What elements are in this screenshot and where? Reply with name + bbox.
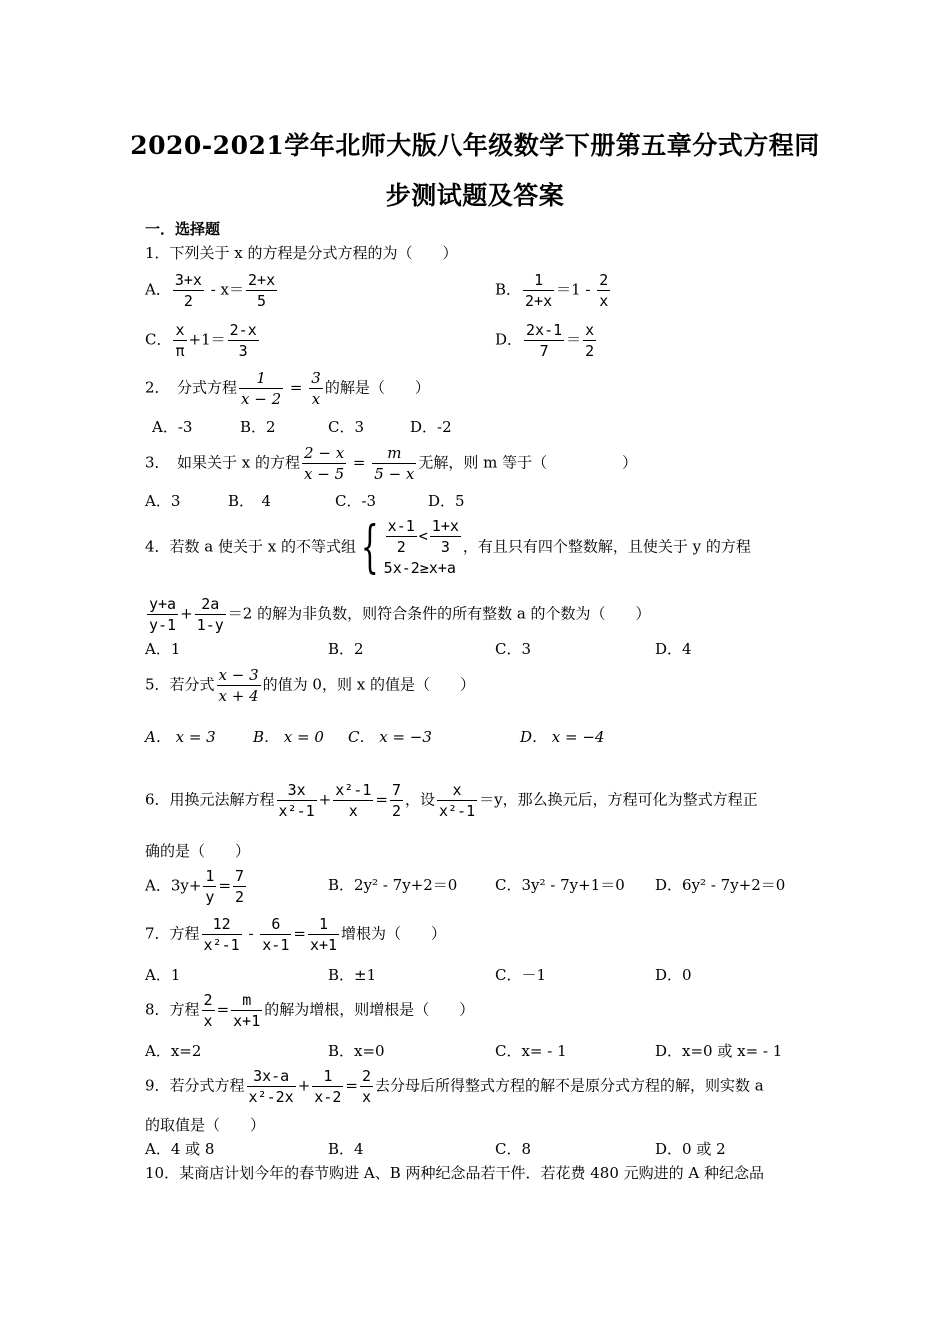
q8-option-d: D．x=0 或 x= - 1: [655, 1042, 783, 1060]
q7-stem: [145, 914, 446, 955]
q1-c-mid: +1＝: [188, 330, 226, 349]
q9-eq: =: [345, 1076, 358, 1095]
q9-pre: 9．若分式方程: [145, 1076, 245, 1095]
q1-c-n2: 2-x: [229, 321, 257, 339]
q4-l2-d2: 1-y: [196, 616, 224, 634]
q3-post: 无解，则 m 等于（ ）: [418, 453, 638, 472]
q6-option-c: C．3y² - 7y+1＝0: [495, 876, 625, 894]
q9-d3: x: [361, 1088, 371, 1106]
q4-r1-d1: 2: [396, 538, 406, 556]
q5-stem: [145, 665, 475, 706]
q1-a-mid: - x＝: [205, 280, 245, 299]
q2-d1: x − 2: [241, 390, 282, 408]
q9-plus: +: [297, 1076, 311, 1095]
q4-line2: [145, 594, 651, 635]
q7-option-c: C．－1: [495, 966, 547, 984]
q5-option-c: C． x = −3: [348, 728, 432, 746]
q6-option-b: B．2y² - 7y+2＝0: [328, 876, 458, 894]
q5-option-b: B． x = 0: [253, 728, 324, 746]
q1-option-a: [145, 270, 279, 311]
q4-option-c: C．3: [495, 640, 532, 658]
q3-pre: 3． 如果关于 x 的方程: [145, 453, 301, 472]
q8-d1: x: [203, 1012, 213, 1030]
q6-option-d: D．6y² - 7y+2＝0: [655, 876, 786, 894]
q6-a-label: A．3y+: [145, 876, 202, 895]
q4-l2-n2: 2a: [195, 594, 226, 615]
q3-option-c: C．-3: [335, 492, 377, 510]
q1-option-d: [495, 320, 598, 361]
q4-option-a: A．1: [145, 640, 181, 658]
left-brace-symbol: {: [360, 514, 379, 580]
q7-d1: x²-1: [203, 936, 240, 954]
q1-b-n2: 2: [599, 271, 609, 289]
q6-d4: x²-1: [439, 802, 476, 820]
q8-pre: 8．方程: [145, 1000, 200, 1019]
q1-a-n2: 2+x: [248, 271, 276, 289]
q6-d1: x²-1: [278, 802, 315, 820]
q2-pre: 2． 分式方程: [145, 378, 238, 397]
q3-n2: m: [372, 443, 416, 464]
q5-option-d: D． x = −4: [520, 728, 605, 746]
q1-d-d2: 2: [585, 342, 595, 360]
q6-n3: 7: [391, 781, 401, 799]
q4-r1-n2: 1+x: [431, 517, 459, 535]
q6-a-n2: 7: [235, 867, 245, 885]
q1-b-d1: 2+x: [525, 292, 553, 310]
q6-post: ＝y，那么换元后，方程可化为整式方程正: [479, 790, 758, 809]
q7-n3: 1: [308, 914, 339, 935]
q1-a-n1: 3+x: [174, 271, 202, 289]
q9-option-d: D．0 或 2: [655, 1140, 726, 1158]
q1-b-mid: ＝1 -: [556, 280, 596, 299]
q5-pre: 5．若分式: [145, 675, 215, 694]
q9-post: 去分母后所得整式方程的解不是原分式方程的解，则实数 a: [374, 1076, 764, 1095]
q8-d2: x+1: [233, 1012, 261, 1030]
q4-l2-plus: +: [180, 604, 193, 623]
q1-a-label: A．: [145, 280, 171, 299]
q2-post: 的解是（ ）: [324, 378, 430, 397]
q4-option-d: D．4: [655, 640, 692, 658]
q7-d3: x+1: [309, 936, 338, 954]
page-title-line2: 步测试题及答案: [385, 181, 565, 210]
q2-stem: [145, 368, 430, 409]
q2-n1: 1: [239, 368, 283, 389]
q7-n1: 12: [202, 914, 242, 935]
q8-post: 的解为增根，则增根是（ ）: [264, 1000, 475, 1019]
q6-stem: [145, 780, 758, 821]
q6-pre: 6．用换元法解方程: [145, 790, 275, 809]
q4-l2-n1: y+a: [149, 595, 177, 613]
q8-stem: [145, 990, 474, 1031]
q6-a-d2: 2: [235, 888, 245, 906]
q8-n1: 2: [203, 991, 213, 1009]
q4-r1-op: <: [418, 527, 428, 545]
q6-a-d: y: [205, 888, 215, 906]
q4-inequality-system: [384, 516, 463, 579]
q1-c-d2: 3: [238, 342, 248, 360]
q1-d-label: D．: [495, 330, 523, 349]
q1-b-label: B．: [495, 280, 522, 299]
q8-option-a: A．x=2: [145, 1042, 202, 1060]
q4-stem: [145, 516, 751, 579]
q6-mid: ，设: [404, 790, 435, 809]
q6-a-n: 1: [205, 867, 215, 885]
q8-option-b: B．x=0: [328, 1042, 385, 1060]
q4-r2: 5x-2≥x+a: [383, 559, 456, 577]
q1-b-n1: 1: [523, 270, 554, 291]
q2-option-c: C．3: [328, 418, 365, 436]
q4-r1-d2: 3: [440, 538, 450, 556]
q1-b-d2: x: [599, 292, 609, 310]
q9-n1: 3x-a: [247, 1066, 296, 1087]
q6-d3: 2: [391, 802, 401, 820]
q3-d2: 5 − x: [374, 465, 415, 483]
q6-n2: x²-1: [335, 781, 372, 799]
q2-n2: 3: [311, 369, 321, 387]
q1-option-b: [495, 270, 612, 311]
q2-option-b: B．2: [240, 418, 276, 436]
q1-d-d1: 7: [539, 342, 549, 360]
q7-option-d: D．0: [655, 966, 692, 984]
q1-a-d1: 2: [183, 292, 193, 310]
q1-d-n1: 2x-1: [526, 321, 563, 339]
q8-n2: m: [231, 990, 262, 1011]
q6-eq: =: [375, 790, 388, 809]
q3-option-b: B． 4: [228, 492, 272, 510]
q2-eq: =: [285, 378, 308, 397]
q9-option-c: C．8: [495, 1140, 532, 1158]
q5-d: x + 4: [218, 687, 259, 705]
q8-option-c: C．x= - 1: [495, 1042, 567, 1060]
q7-option-b: B．±1: [328, 966, 377, 984]
q9-n3: 2: [361, 1067, 371, 1085]
q7-d2: x-1: [262, 936, 290, 954]
q1-d-n2: x: [585, 321, 595, 339]
q9-cont: 的取值是（ ）: [145, 1116, 266, 1134]
q3-option-d: D．5: [428, 492, 465, 510]
q7-option-a: A．1: [145, 966, 181, 984]
q3-stem: [145, 443, 637, 484]
section-heading: 一．选择题: [145, 220, 221, 238]
q2-option-a: A．-3: [152, 418, 193, 436]
q6-d2: x: [348, 802, 358, 820]
q1-option-c: [145, 320, 261, 361]
q6-n1: 3x: [277, 780, 317, 801]
q1-stem: 1．下列关于 x 的方程是分式方程的为（ ）: [145, 244, 458, 262]
q6-n4: x: [437, 780, 477, 801]
q2-d2: x: [311, 390, 321, 408]
q4-l2-post: ＝2 的解为非负数，则符合条件的所有整数 a 的个数为（ ）: [227, 604, 651, 623]
q9-stem: [145, 1066, 764, 1107]
q4-r1-n1: x-1: [387, 517, 415, 535]
q7-pre: 7．方程: [145, 924, 200, 943]
page-title-line1: 2020-2021学年北师大版八年级数学下册第五章分式方程同: [130, 131, 820, 160]
q4-pre: 4．若数 a 使关于 x 的不等式组: [145, 537, 357, 556]
q6-cont: 确的是（ ）: [145, 842, 251, 860]
q8-eq: =: [216, 1000, 230, 1019]
q5-option-a: A． x = 3: [145, 728, 216, 746]
q3-option-a: A．3: [145, 492, 181, 510]
q3-d1: x − 5: [304, 465, 345, 483]
q9-option-a: A．4 或 8: [145, 1140, 215, 1158]
q6-option-a: [145, 866, 248, 907]
q3-n1: 2 − x: [304, 444, 345, 462]
q9-n2: 1: [312, 1066, 343, 1087]
q6-plus: +: [318, 790, 332, 809]
q4-option-b: B．2: [328, 640, 364, 658]
q1-a-d2: 5: [257, 292, 267, 310]
q10-stem: 10．某商店计划今年的春节购进 A、B 两种纪念品若干件．若花费 480 元购进的 A 种纪念品: [145, 1164, 765, 1182]
q1-c-n1: x: [175, 321, 185, 339]
q9-d1: x²-2x: [248, 1088, 294, 1106]
q7-minus: -: [243, 924, 259, 943]
q1-c-label: C．: [145, 330, 172, 349]
q9-option-b: B．4: [328, 1140, 364, 1158]
q7-n2: 6: [260, 914, 291, 935]
q1-c-d1: π: [175, 342, 185, 360]
q1-d-mid: ＝: [566, 330, 582, 349]
q2-option-d: D．-2: [410, 418, 452, 436]
q7-eq: =: [293, 924, 306, 943]
q5-n: x − 3: [218, 666, 259, 684]
q3-eq: =: [348, 453, 371, 472]
q5-post: 的值为 0，则 x 的值是（ ）: [262, 675, 475, 694]
q9-d2: x-2: [314, 1088, 342, 1106]
q6-a-eq: =: [218, 876, 232, 895]
q4-l2-d1: y-1: [149, 616, 177, 634]
q7-post: 增根为（ ）: [341, 924, 447, 943]
q4-post: ，有且只有四个整数解，且使关于 y 的方程: [462, 537, 751, 556]
